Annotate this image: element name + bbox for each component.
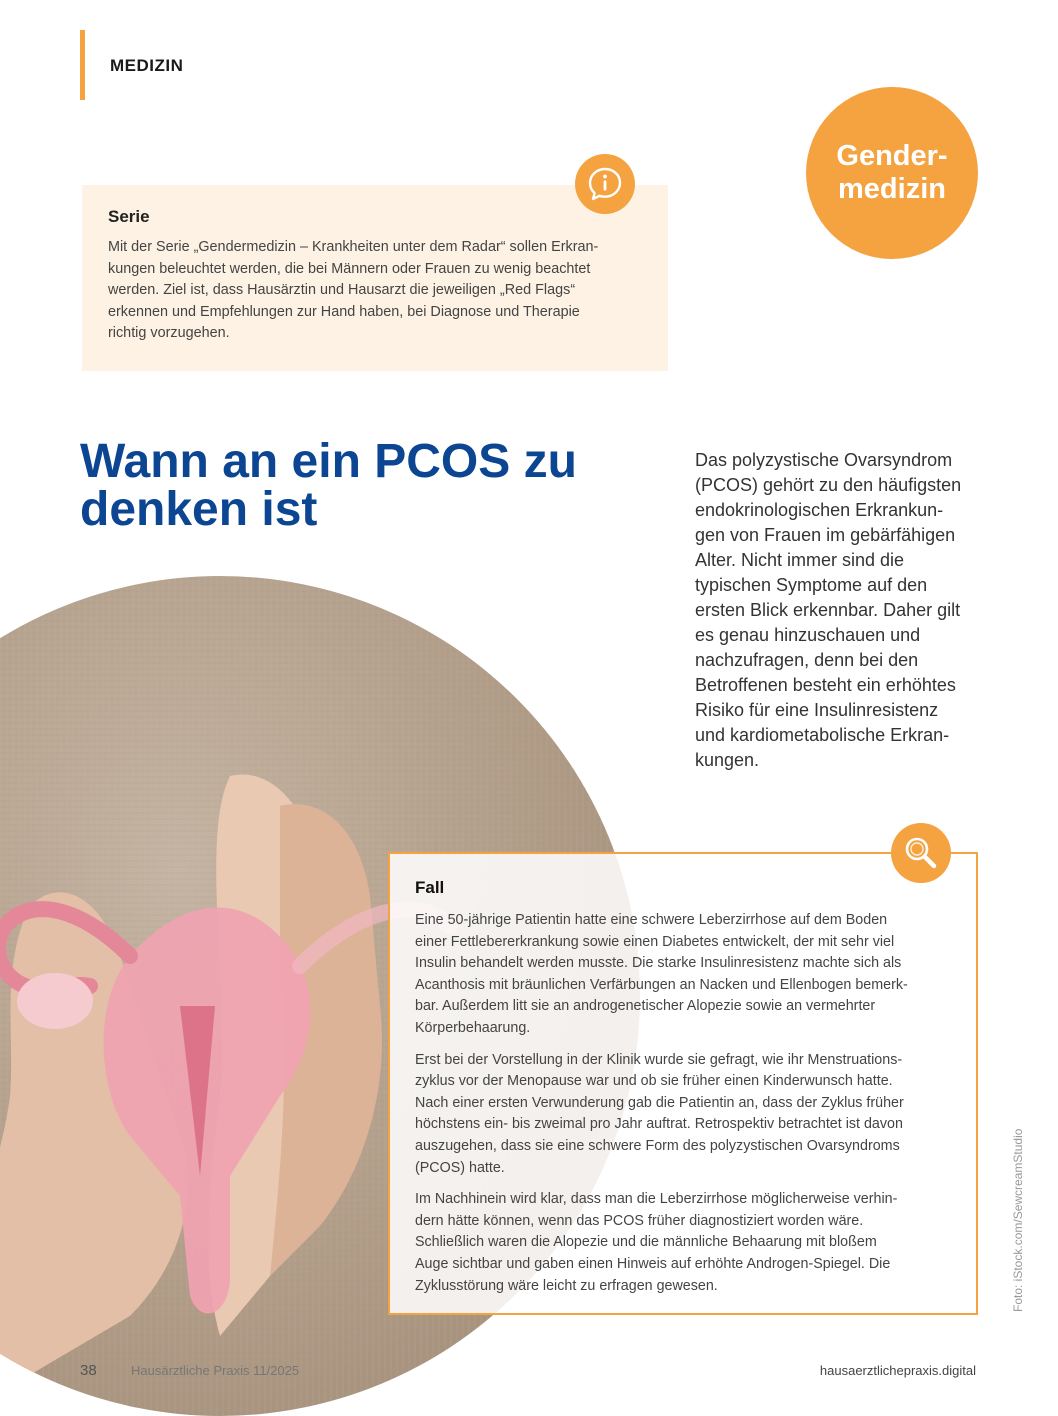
case-box bbox=[388, 852, 978, 1315]
series-title: Serie bbox=[108, 207, 150, 226]
info-speech-icon bbox=[575, 154, 635, 214]
section-accent-bar bbox=[80, 30, 85, 100]
website-link[interactable]: hausaerztlichepraxis.digital bbox=[819, 1363, 976, 1378]
gendermedizin-badge bbox=[806, 87, 978, 259]
series-info-box bbox=[82, 185, 668, 371]
page-number: 38 bbox=[80, 1362, 97, 1379]
series-text: Mit der Serie „Gendermedizin – Krankheiten unter dem Radar“ sollen Erkran- kungen beleuchtet werden, die bei Männern oder Frauen zu wenig beachtet werden. Ziel ist, dass Hausärztin und Hausarzt die jeweiligen „Red Flags“ erkennen und Empfehlungen zur Hand haben, bei Diagnose und Therapie richtig vorzugehen. bbox=[108, 239, 599, 341]
magnifier-icon bbox=[891, 823, 951, 883]
case-title: Fall bbox=[415, 878, 445, 897]
badge-text: Gender- medizin bbox=[836, 139, 948, 205]
case-paragraph: Im Nachhinein wird klar, dass man die Leberzirrhose möglicherweise verhin- dern hätte können, wenn das PCOS früher diagnostiziert worden wäre. Schließlich waren die Alopezie und die männliche Behaarung mit bloßem Auge sichtbar und gaben einen Hinweis auf erhöhte Androgen-Spiegel. Die Zyklusstörung wäre leicht zu erfragen gewesen. bbox=[415, 1191, 898, 1294]
case-paragraph: Eine 50-jährige Patientin hatte eine schwere Leberzirrhose auf dem Boden einer Fettlebererkrankung sowie einen Diabetes entwickelt, der mit sehr viel Insulin behandelt werden musste. Die starke Insulinresistenz machte sich als Acanthosis mit bräunlichen Verfärbungen an Nacken und Ellenbogen bemerk- bar. Außerdem litt sie an androgenetischer Alopezie sowie an vermehrter Körperbehaarung. bbox=[415, 912, 908, 1036]
case-paragraph: Erst bei der Vorstellung in der Klinik wurde sie gefragt, wie ihr Menstruations- zyklus vor der Menopause war und ob sie früher einen Kinderwunsch hatte. Nach einer ersten Verwunderung gab die Patientin an, dass der Zyklus früher höchstens ein- bis zweimal pro Jahr auftrat. Retrospektiv betrachtet ist davon auszugehen, dass sie eine schwere Form des polyzystischen Ovarsyndroms (PCOS) hatte. bbox=[415, 1051, 904, 1176]
photo-credit: Foto: iStock.com/SewcreamStudio bbox=[1011, 1128, 1025, 1312]
article-headline: Wann an ein PCOS zu denken ist bbox=[80, 435, 577, 536]
journal-issue: Hausärztliche Praxis 11/2025 bbox=[131, 1363, 300, 1378]
article-intro: Das polyzystische Ovarsyndrom (PCOS) gehört zu den häufigsten endokrinologischen Erkrankun- gen von Frauen im gebärfähigen Alter. Nicht immer sind die typischen Symptome auf den ersten Blick erkennbar. Daher gilt es genau hinzuschauen und nachzufragen, denn bei den Betroffenen besteht ein erhöhtes Risiko für eine Insulinresistenz und kardiometabolische Erkran- kungen. bbox=[695, 450, 962, 770]
section-label: MEDIZIN bbox=[110, 56, 184, 75]
